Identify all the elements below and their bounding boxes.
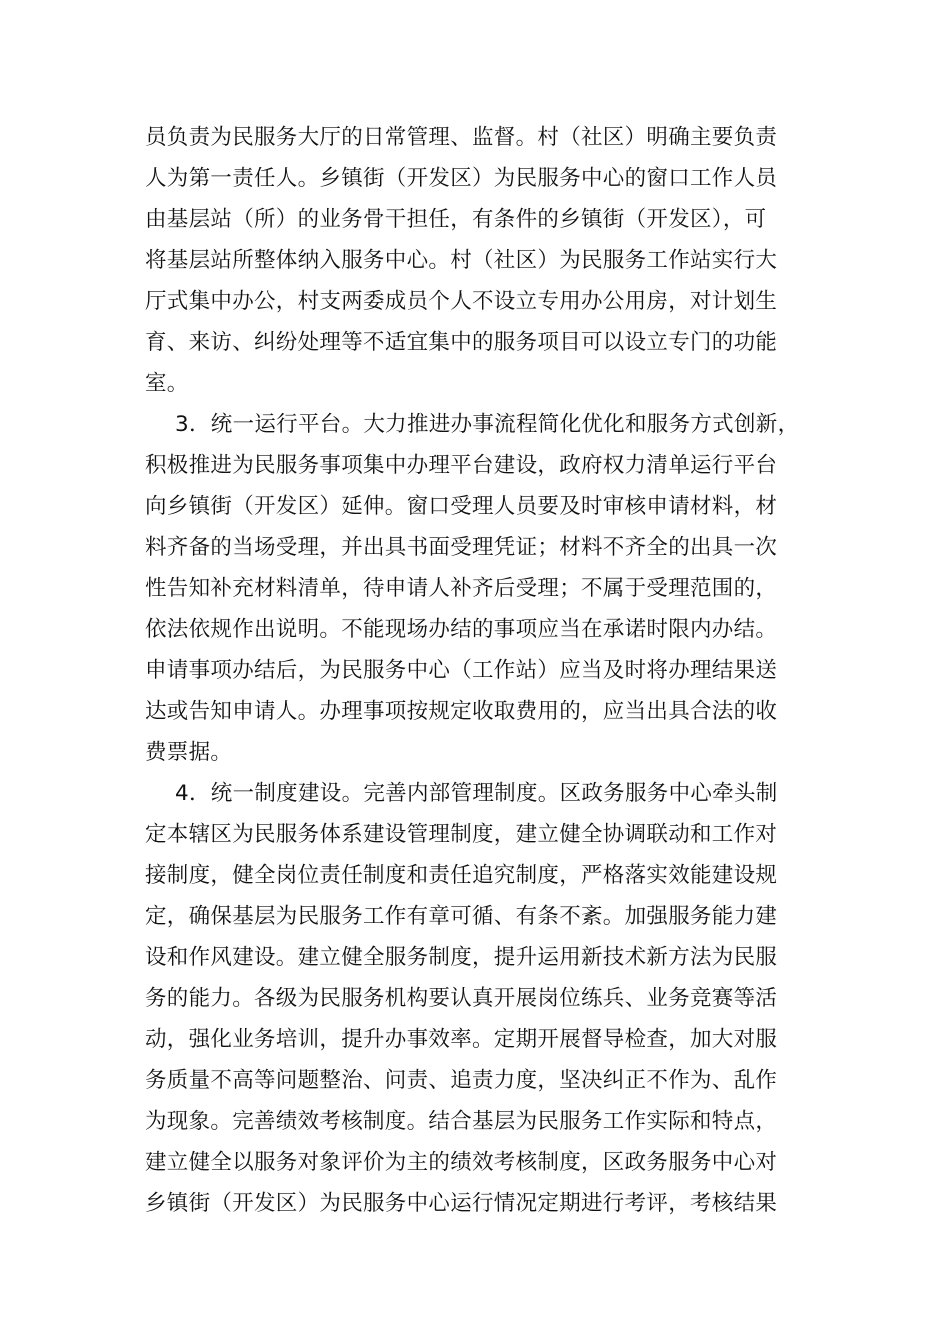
text-line: 向乡镇街（开发区）延伸。窗口受理人员要及时审核申请材料，材 — [145, 494, 778, 519]
text-line: 动，强化业务培训，提升办事效率。定期开展督导检查，加大对服 — [145, 1027, 778, 1052]
text-line: 建立健全以服务对象评价为主的绩效考核制度，区政务服务中心对 — [145, 1150, 778, 1175]
text-line: 接制度，健全岗位责任制度和责任追究制度，严格落实效能建设规 — [145, 863, 778, 888]
text-line: 由基层站（所）的业务骨干担任，有条件的乡镇街（开发区），可 — [145, 207, 767, 232]
text-line: 为现象。完善绩效考核制度。结合基层为民服务工作实际和特点， — [145, 1109, 778, 1134]
text-line: 务质量不高等问题整治、问责、追责力度，坚决纠正不作为、乱作 — [145, 1068, 778, 1093]
text-line: 达或告知申请人。办理事项按规定收取费用的，应当出具合法的收 — [145, 699, 778, 724]
text-line: 乡镇街（开发区）为民服务中心运行情况定期进行考评，考核结果 — [145, 1191, 778, 1216]
paragraph-4-first-line: 4．统一制度建设。完善内部管理制度。区政务服务中心牵头制 — [175, 781, 778, 806]
text-line: 室。 — [145, 371, 189, 396]
text-line: 申请事项办结后，为民服务中心（工作站）应当及时将办理结果送 — [145, 658, 778, 683]
text-line: 员负责为民服务大厅的日常管理、监督。村（社区）明确主要负责 — [145, 125, 778, 150]
text-line: 费票据。 — [145, 740, 233, 765]
text-line: 定本辖区为民服务体系建设管理制度，建立健全协调联动和工作对 — [145, 822, 778, 847]
text-line: 定，确保基层为民服务工作有章可循、有条不紊。加强服务能力建 — [145, 904, 778, 929]
text-line: 料齐备的当场受理，并出具书面受理凭证；材料不齐全的出具一次 — [145, 535, 778, 560]
text-line: 积极推进为民服务事项集中办理平台建设，政府权力清单运行平台 — [145, 453, 778, 478]
paragraph-3-first-line: 3．统一运行平台。大力推进办事流程简化优化和服务方式创新， — [175, 412, 800, 437]
text-line: 育、来访、纠纷处理等不适宜集中的服务项目可以设立专门的功能 — [145, 330, 778, 355]
text-line: 性告知补充材料清单，待申请人补齐后受理；不属于受理范围的， — [145, 576, 778, 601]
text-line: 务的能力。各级为民服务机构要认真开展岗位练兵、业务竞赛等活 — [145, 986, 778, 1011]
text-line: 人为第一责任人。乡镇街（开发区）为民服务中心的窗口工作人员 — [145, 166, 778, 191]
text-line: 厅式集中办公，村支两委成员个人不设立专用办公用房，对计划生 — [145, 289, 778, 314]
text-line: 将基层站所整体纳入服务中心。村（社区）为民服务工作站实行大 — [145, 248, 778, 273]
text-line: 设和作风建设。建立健全服务制度，提升运用新技术新方法为民服 — [145, 945, 778, 970]
text-line: 依法依规作出说明。不能现场办结的事项应当在承诺时限内办结。 — [145, 617, 778, 642]
